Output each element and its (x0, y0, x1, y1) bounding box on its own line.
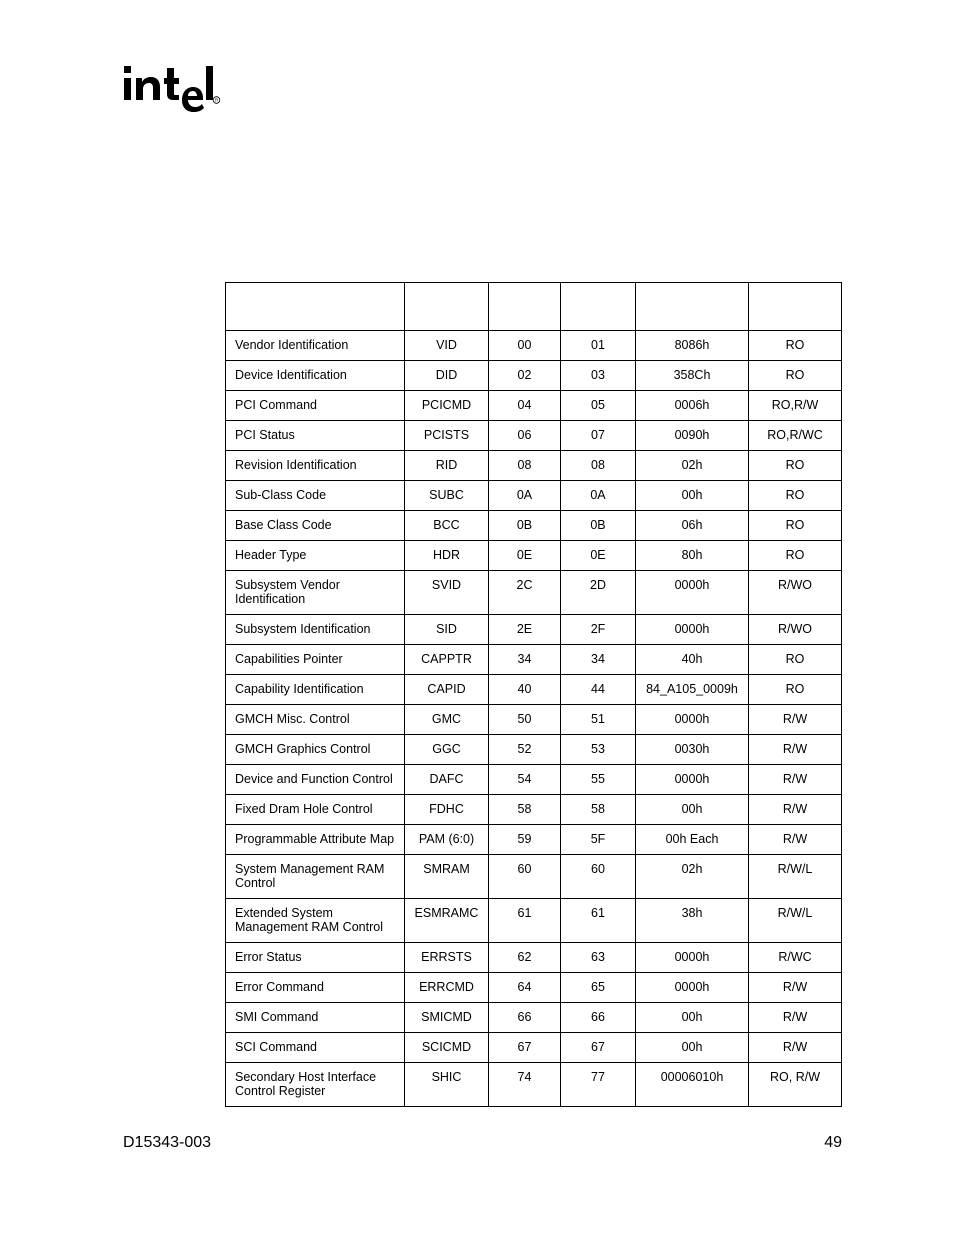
symbol-cell: CAPID (405, 675, 489, 705)
symbol-cell: CAPPTR (405, 645, 489, 675)
symbol-cell: PAM (6:0) (405, 825, 489, 855)
access-cell: R/W/L (749, 855, 842, 899)
start-address-cell: 40 (489, 675, 561, 705)
register-name-cell: Revision Identification (226, 451, 405, 481)
access-cell: R/W (749, 825, 842, 855)
register-name-cell: System Management RAM Control (226, 855, 405, 899)
register-name-cell: Error Status (226, 943, 405, 973)
start-address-cell: 61 (489, 899, 561, 943)
start-address-cell: 06 (489, 421, 561, 451)
access-cell: RO (749, 331, 842, 361)
symbol-cell: HDR (405, 541, 489, 571)
access-cell: RO (749, 541, 842, 571)
symbol-cell: GMC (405, 705, 489, 735)
table-row (226, 1003, 842, 1033)
page-number: 49 (824, 1134, 842, 1151)
end-address-cell: 2D (561, 571, 636, 615)
default-value-cell: 40h (636, 645, 749, 675)
symbol-cell: SMICMD (405, 1003, 489, 1033)
register-name-cell: Programmable Attribute Map (226, 825, 405, 855)
table-row (226, 705, 842, 735)
symbol-cell: DID (405, 361, 489, 391)
intel-logo (122, 58, 222, 118)
start-address-cell: 00 (489, 331, 561, 361)
default-value-cell: 8086h (636, 331, 749, 361)
default-value-cell: 358Ch (636, 361, 749, 391)
default-value-cell: 0000h (636, 571, 749, 615)
end-address-cell: 55 (561, 765, 636, 795)
document-number: D15343-003 (123, 1134, 212, 1151)
table-row (226, 541, 842, 571)
register-name-cell: Device and Function Control (226, 765, 405, 795)
access-cell: R/W (749, 1003, 842, 1033)
table-row (226, 899, 842, 943)
start-address-cell: 66 (489, 1003, 561, 1033)
symbol-cell: FDHC (405, 795, 489, 825)
symbol-cell: ESMRAMC (405, 899, 489, 943)
access-cell: RO, R/W (749, 1063, 842, 1107)
end-address-cell: 07 (561, 421, 636, 451)
register-name-cell: Capabilities Pointer (226, 645, 405, 675)
register-name-cell: PCI Command (226, 391, 405, 421)
symbol-cell: PCICMD (405, 391, 489, 421)
start-address-cell: 52 (489, 735, 561, 765)
start-address-cell: 67 (489, 1033, 561, 1063)
default-value-cell: 0000h (636, 615, 749, 645)
default-value-cell: 00h (636, 1003, 749, 1033)
end-address-cell: 61 (561, 899, 636, 943)
default-value-cell: 80h (636, 541, 749, 571)
start-address-cell: 02 (489, 361, 561, 391)
table-row (226, 855, 842, 899)
default-value-cell: 06h (636, 511, 749, 541)
table-row (226, 391, 842, 421)
default-value-cell: 00h (636, 1033, 749, 1063)
end-address-cell: 05 (561, 391, 636, 421)
start-address-cell: 04 (489, 391, 561, 421)
register-name-cell: Capability Identification (226, 675, 405, 705)
symbol-cell: ERRCMD (405, 973, 489, 1003)
default-value-cell: 0006h (636, 391, 749, 421)
default-value-cell: 0000h (636, 973, 749, 1003)
start-address-cell: 64 (489, 973, 561, 1003)
start-address-cell: 58 (489, 795, 561, 825)
table-row (226, 1063, 842, 1107)
default-value-cell: 00h (636, 481, 749, 511)
table-row (226, 481, 842, 511)
register-name-cell: GMCH Misc. Control (226, 705, 405, 735)
header-cell-default (636, 283, 749, 331)
default-value-cell: 00006010h (636, 1063, 749, 1107)
symbol-cell: RID (405, 451, 489, 481)
table-row (226, 331, 842, 361)
table-row (226, 421, 842, 451)
end-address-cell: 53 (561, 735, 636, 765)
end-address-cell: 63 (561, 943, 636, 973)
register-name-cell: Device Identification (226, 361, 405, 391)
end-address-cell: 5F (561, 825, 636, 855)
start-address-cell: 0E (489, 541, 561, 571)
table-row (226, 1033, 842, 1063)
register-name-cell: Base Class Code (226, 511, 405, 541)
register-name-cell: SMI Command (226, 1003, 405, 1033)
symbol-cell: GGC (405, 735, 489, 765)
end-address-cell: 0E (561, 541, 636, 571)
access-cell: RO (749, 361, 842, 391)
default-value-cell: 84_A105_0009h (636, 675, 749, 705)
register-name-cell: SCI Command (226, 1033, 405, 1063)
access-cell: R/W (749, 735, 842, 765)
table-row (226, 571, 842, 615)
table-row (226, 361, 842, 391)
access-cell: R/WO (749, 571, 842, 615)
start-address-cell: 50 (489, 705, 561, 735)
start-address-cell: 54 (489, 765, 561, 795)
header-cell-end (561, 283, 636, 331)
end-address-cell: 60 (561, 855, 636, 899)
symbol-cell: SCICMD (405, 1033, 489, 1063)
symbol-cell: DAFC (405, 765, 489, 795)
header-cell-start (489, 283, 561, 331)
table-row (226, 645, 842, 675)
register-name-cell: Sub-Class Code (226, 481, 405, 511)
default-value-cell: 0090h (636, 421, 749, 451)
register-name-cell: Error Command (226, 973, 405, 1003)
access-cell: R/W/L (749, 899, 842, 943)
register-name-cell: Fixed Dram Hole Control (226, 795, 405, 825)
default-value-cell: 00h (636, 795, 749, 825)
start-address-cell: 08 (489, 451, 561, 481)
default-value-cell: 0000h (636, 765, 749, 795)
start-address-cell: 2E (489, 615, 561, 645)
end-address-cell: 58 (561, 795, 636, 825)
symbol-cell: SUBC (405, 481, 489, 511)
header-cell-register-name (226, 283, 405, 331)
access-cell: RO (749, 511, 842, 541)
default-value-cell: 0030h (636, 735, 749, 765)
access-cell: RO,R/WC (749, 421, 842, 451)
register-name-cell: Header Type (226, 541, 405, 571)
end-address-cell: 66 (561, 1003, 636, 1033)
table-row (226, 735, 842, 765)
intel-logo-icon (122, 58, 222, 118)
svg-text:R: R (214, 97, 219, 103)
end-address-cell: 0B (561, 511, 636, 541)
access-cell: R/W (749, 705, 842, 735)
symbol-cell: SMRAM (405, 855, 489, 899)
start-address-cell: 34 (489, 645, 561, 675)
access-cell: R/W (749, 765, 842, 795)
access-cell: RO (749, 675, 842, 705)
start-address-cell: 60 (489, 855, 561, 899)
register-name-cell: PCI Status (226, 421, 405, 451)
default-value-cell: 02h (636, 855, 749, 899)
end-address-cell: 77 (561, 1063, 636, 1107)
register-name-cell: Vendor Identification (226, 331, 405, 361)
end-address-cell: 67 (561, 1033, 636, 1063)
start-address-cell: 59 (489, 825, 561, 855)
access-cell: R/W (749, 795, 842, 825)
access-cell: RO (749, 451, 842, 481)
symbol-cell: SID (405, 615, 489, 645)
end-address-cell: 34 (561, 645, 636, 675)
end-address-cell: 08 (561, 451, 636, 481)
start-address-cell: 2C (489, 571, 561, 615)
access-cell: RO,R/W (749, 391, 842, 421)
end-address-cell: 0A (561, 481, 636, 511)
symbol-cell: SHIC (405, 1063, 489, 1107)
end-address-cell: 2F (561, 615, 636, 645)
access-cell: R/W (749, 1033, 842, 1063)
start-address-cell: 74 (489, 1063, 561, 1107)
default-value-cell: 00h Each (636, 825, 749, 855)
end-address-cell: 01 (561, 331, 636, 361)
table-row (226, 511, 842, 541)
default-value-cell: 0000h (636, 705, 749, 735)
table-row (226, 765, 842, 795)
header-cell-symbol (405, 283, 489, 331)
access-cell: RO (749, 481, 842, 511)
table-row (226, 825, 842, 855)
access-cell: R/WO (749, 615, 842, 645)
symbol-cell: VID (405, 331, 489, 361)
table-row (226, 943, 842, 973)
default-value-cell: 38h (636, 899, 749, 943)
header-cell-access (749, 283, 842, 331)
table-row (226, 973, 842, 1003)
table-row (226, 795, 842, 825)
access-cell: R/WC (749, 943, 842, 973)
symbol-cell: PCISTS (405, 421, 489, 451)
access-cell: R/W (749, 973, 842, 1003)
symbol-cell: ERRSTS (405, 943, 489, 973)
access-cell: RO (749, 645, 842, 675)
register-name-cell: Extended System Management RAM Control (226, 899, 405, 943)
end-address-cell: 44 (561, 675, 636, 705)
start-address-cell: 62 (489, 943, 561, 973)
start-address-cell: 0B (489, 511, 561, 541)
symbol-cell: BCC (405, 511, 489, 541)
register-name-cell: GMCH Graphics Control (226, 735, 405, 765)
end-address-cell: 03 (561, 361, 636, 391)
register-table (225, 282, 842, 1107)
register-name-cell: Subsystem Vendor Identification (226, 571, 405, 615)
symbol-cell: SVID (405, 571, 489, 615)
table-row (226, 615, 842, 645)
table-row (226, 675, 842, 705)
default-value-cell: 0000h (636, 943, 749, 973)
end-address-cell: 65 (561, 973, 636, 1003)
end-address-cell: 51 (561, 705, 636, 735)
register-name-cell: Secondary Host Interface Control Register (226, 1063, 405, 1107)
start-address-cell: 0A (489, 481, 561, 511)
table-row (226, 451, 842, 481)
default-value-cell: 02h (636, 451, 749, 481)
register-name-cell: Subsystem Identification (226, 615, 405, 645)
table-header-row (226, 283, 842, 331)
